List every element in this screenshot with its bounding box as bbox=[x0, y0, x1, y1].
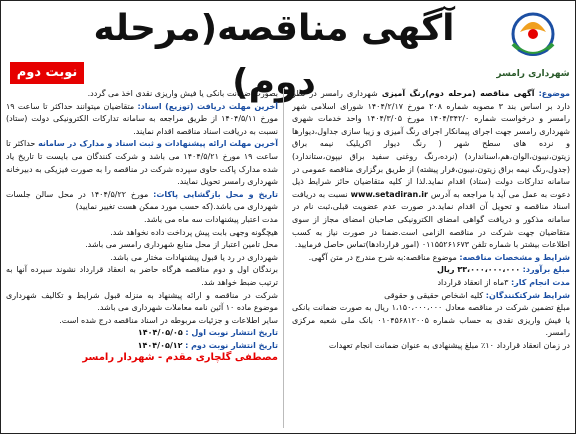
deadline-get-text: متقاضیان میتوانند حداکثر تا ساعت ۱۹ مورخ ۱۴۰۴/۵/۱۱ از طریق مراجعه به سامانه تدارکات الکترونیکی دولت (ستاد) نسبت به دریافت اسناد مناقصه اقدام نمایند. bbox=[6, 101, 278, 136]
pub1-label: تاریخ انتشار نوبت اول : bbox=[185, 328, 278, 338]
eligible-label: شرایط شرکتکنندگان: bbox=[485, 290, 570, 300]
notice-title: آگهی مناقصه(مرحله دوم) bbox=[93, 8, 455, 103]
guarantee-paragraph: مبلغ تضمین شرکت در مناقصه معادل ۱،۱۵۰،۰۰۰،۰۰۰ ریال به صورت ضمانت بانکی یا فیش واریزی نقدی به حساب شماره ۰۱۰۴۵۶۸۱۲۰۰۵ بانک ملی شعبه مرکزی رامسر. bbox=[292, 303, 570, 338]
deadline-get-label: آخرین مهلت دریافت (توزیع) اسناد: bbox=[137, 101, 278, 111]
eligible-value: کلیه اشخاص حقیقی و حقوقی bbox=[384, 290, 484, 300]
forfeit-item: برندگان اول و دوم مناقصه هرگاه حاضر به انعقاد قرارداد نشوند سپرده آنها به ترتیب ضبط خواهد شد. bbox=[6, 265, 278, 287]
performance-bond-paragraph: در زمان انعقاد قرارداد ۱۰٪ مبلغ پیشنهادی به عنوان ضمانت انجام تعهدات bbox=[328, 340, 570, 350]
opening-paragraph bbox=[6, 189, 278, 214]
right-column bbox=[292, 88, 570, 430]
other-info-item: سایر اطلاعات و جزئیات مربوطه در اسناد مناقصه درج شده است. bbox=[59, 315, 278, 325]
intro-text: شهرداری رامسر در نظر دارد بر اساس بند ۳ مصوبه شماره ۲۰۸ مورخ ۱۴۰۴/۲/۱۷ شورای اسلامی شهر رامسر و درخواست شماره ۱۴۰۴/۳۴۲/۰ مورخ ۱۴۰۴/۳/۰۵ واحد خدمات شهری شهرداری رامسر جهت اجرای پیمانکار اجرای رنگ آمیزی و زیبا سازی جداول،دیوارها و نرده های سطح شهر ( رنگ دیوار اکریلیک نیمه براق زیتون،نیبون،الوان،هم،اسناندارد) (نرده،رنگ روغنی سفید براق نیپون،ستاندارد)(جدول،رنگ نیمه براق زیتون،نیبون،فرار پیشته) از طریق برگزاری مناقصه عمومی در سامانه تدارکات دولت (ستاد) اقدام نماید.لذا از کلیه متقاضیان حائز شرایط ذیل دعوت به عمل می آید با مراجعه به آدرس bbox=[292, 89, 570, 199]
mayor-signature: مصطفی گلچاری مقدم - شهردار رامسر bbox=[82, 352, 278, 364]
acceptance-item: شرکت در مناقصه و ارائه پیشنهاد به منزله قبول شرایط و تکالیف شهرداری موضوع ماده ۱۰ آئین نامه معاملات شهرداری می باشد. bbox=[6, 290, 278, 313]
eligible-paragraph bbox=[292, 290, 570, 303]
duration-label: مدت انجام کار: bbox=[510, 277, 570, 287]
logo-caption: شهرداری رامسر bbox=[496, 69, 570, 79]
deadline-submit-text: حداکثر تا ساعت ۱۹ مورخ ۱۴۰۴/۵/۲۱ می باشد و شرکت کنندگان می بایست تا تاریخ یاد شده مدارک پاکت حاوی سپرده شرکت در مناقصه را به صورت فیزیکی به دبیرخانه شهرداری رامسر تحویل نمایند. bbox=[6, 139, 278, 187]
budget-value: ۳۳،۰۰۰،۰۰۰،۰۰۰ ریال bbox=[436, 265, 521, 275]
pub2-label: تاریخ انتشار نوبت دوم : bbox=[185, 340, 278, 350]
validity-item: مدت اعتبار پیشنهادات سه ماه می باشد. bbox=[144, 214, 278, 224]
registration-text: نسبت به دریافت اسناد مناقصه و تحویل آن اقدام نماید.در صورت عدم عضویت قبلی،ثبت نام در سامانه مذکور و دریافت گواهی امضای الکترونیکی صاحبان امضای مجاز از سوی متقاضیان جهت شرکت در مناقصه الزامی است.ضمنا در صورت نیاز به کسب اطلاعات بیشتر با شماره تلفن ۰۱۱۵۵۲۶۱۶۷۳ (امور قراردادها)تماس حاصل فرمایید. bbox=[292, 189, 570, 250]
logo-mark bbox=[513, 14, 553, 55]
subject-paragraph bbox=[292, 88, 570, 252]
publication-second bbox=[6, 340, 278, 353]
publication-first bbox=[6, 327, 278, 340]
pub2-date: ۱۴۰۴/۰۵/۱۲ bbox=[137, 340, 183, 350]
subject-text: آگهی مناقصه (مرحله دوم)رنگ آمیزی bbox=[381, 89, 535, 98]
opening-text: مورخ ۱۴۰۴/۵/۲۲ در محل سالن جلسات شهرداری می باشد.(که حسب مورد ممکن هست تغییر نمایید) bbox=[6, 189, 278, 212]
conditions-text: موضوع مناقصه:به شرح مندرج در متن آگهی. bbox=[308, 252, 457, 262]
deadline-get-paragraph bbox=[6, 101, 278, 139]
subject-label: موضوع: bbox=[538, 89, 570, 98]
deadline-submit-label: آخرین مهلت ارائه پیشنهادات و ثبت اسناد و مدارک در سامانه bbox=[38, 139, 278, 149]
duration-paragraph bbox=[292, 277, 570, 290]
pub1-date: ۱۴۰۴/۰۵/۰۵ bbox=[137, 328, 183, 338]
duration-value: ۳ماه از انعقاد قرارداد bbox=[437, 277, 509, 287]
budget-paragraph bbox=[292, 264, 570, 277]
column-divider bbox=[283, 88, 284, 428]
setad-url: www.setadiran.ir bbox=[350, 189, 428, 199]
bond-continuation: بصورت ضمانت بانکی یا فیش واریزی نقدی اخذ می گردد. bbox=[87, 89, 278, 98]
municipality-logo bbox=[496, 4, 570, 82]
conditions-label: شرایط و مشخصات مناقصه: bbox=[459, 252, 570, 262]
funding-item: محل تامین اعتبار از محل منابع شهرداری رامسر می باشد. bbox=[85, 240, 278, 250]
opening-label: تاریخ و محل بازگشایی پاکات: bbox=[153, 189, 278, 199]
prepayment-item: هیچگونه وجهی بابت پیش پرداخت داده نخواهد شد. bbox=[110, 227, 278, 237]
left-column bbox=[6, 88, 278, 430]
edition-badge: نوبت دوم bbox=[10, 62, 84, 84]
deadline-submit-paragraph bbox=[6, 138, 278, 188]
discretion-item: شهرداری در رد یا قبول پیشنهادات مختار می باشد. bbox=[110, 252, 278, 262]
conditions-paragraph bbox=[292, 252, 570, 265]
budget-label: مبلغ برآورد: bbox=[522, 265, 570, 275]
